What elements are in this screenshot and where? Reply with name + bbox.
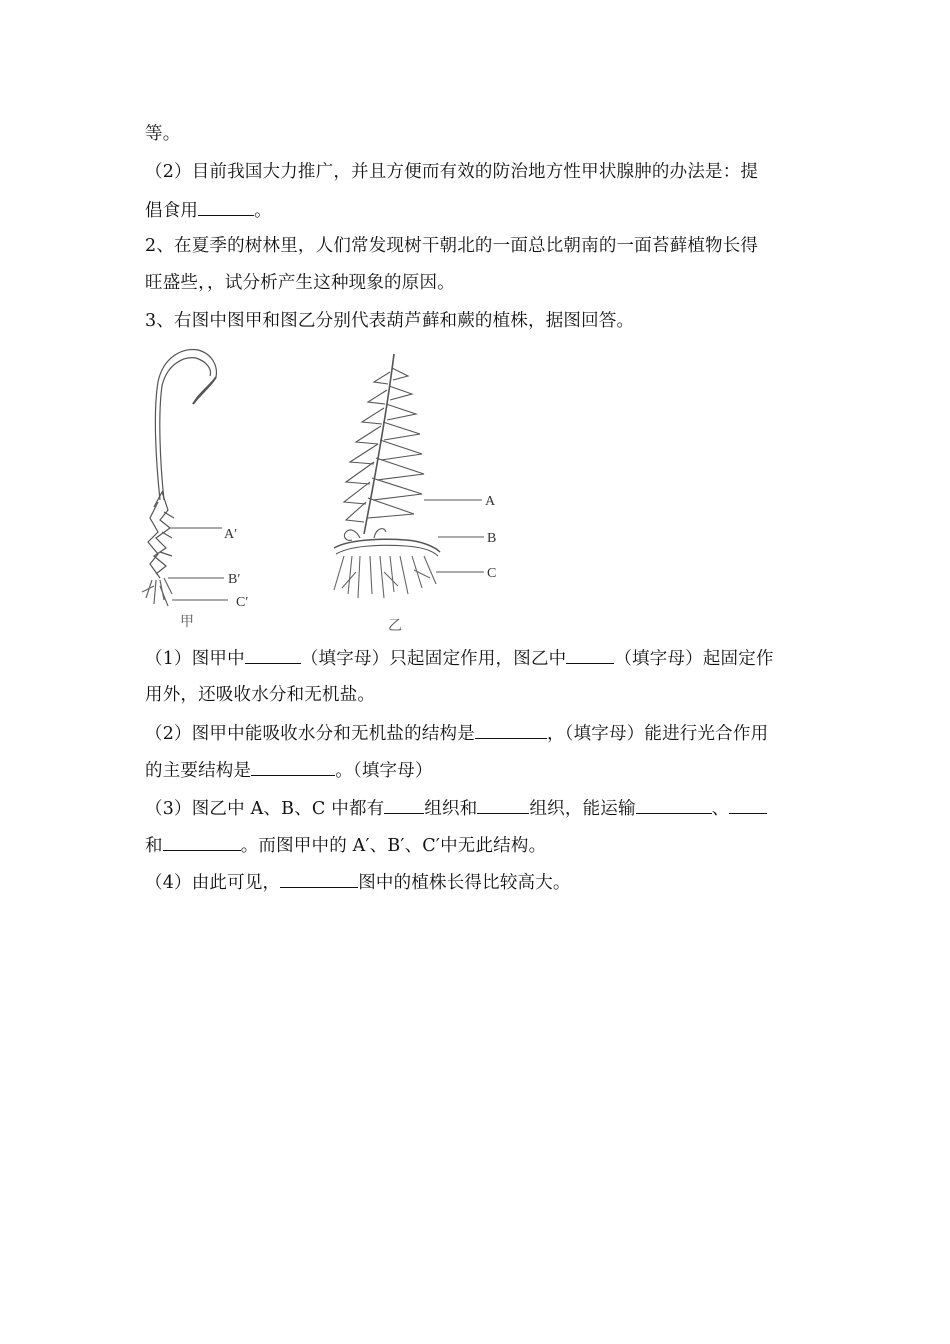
question-1-line-1: [145, 645, 774, 671]
fill-blank[interactable]: [477, 795, 529, 814]
fill-blank[interactable]: [251, 757, 335, 776]
fill-blank[interactable]: [163, 832, 241, 851]
text: 组织，能运输: [529, 799, 636, 819]
text: 组织和: [424, 799, 478, 819]
fern-illustration: [334, 354, 440, 598]
text: （3）图乙中 A、B、C 中都有: [145, 799, 385, 819]
text: 。（填字母）: [335, 761, 433, 781]
text: 、: [711, 799, 730, 819]
text: 等。: [145, 124, 181, 144]
text: （2）目前我国大力推广，并且方便而有效的防治地方性甲状腺肿的办法是：提: [145, 162, 759, 182]
text: 旺盛些，，试分析产生这种现象的原因。: [145, 273, 455, 293]
fill-blank[interactable]: [384, 795, 424, 814]
text: 用外，还吸收水分和无机盐。: [145, 685, 376, 705]
text: 2、在夏季的树林里，人们常发现树干朝北的一面总比朝南的一面苔藓植物长得: [145, 236, 759, 256]
label-c-prime: C′: [236, 595, 249, 610]
caption-jia: 甲: [180, 614, 194, 630]
text: 图中的植株长得比较高大。: [358, 873, 571, 893]
text: 。: [254, 201, 272, 221]
question-2-line-1: [145, 720, 768, 746]
moss-leader-lines: [168, 528, 228, 600]
text-line-1: [145, 122, 180, 146]
plant-figure: [138, 342, 518, 634]
fill-blank[interactable]: [475, 720, 547, 739]
text-line-4: [145, 234, 758, 258]
label-b-prime: B′: [228, 572, 241, 587]
question-4-line-1: [145, 869, 571, 895]
caption-yi: 乙: [388, 618, 402, 634]
moss-illustration: [142, 349, 216, 606]
text-line-5: [145, 271, 455, 295]
text: （1）图甲中: [145, 649, 245, 669]
text: （填字母）只起固定作用，图乙中: [300, 649, 567, 669]
label-c: C: [487, 566, 497, 581]
text-line-2: [145, 160, 758, 184]
text: 的主要结构是: [145, 761, 252, 781]
text: （2）图甲中能吸收水分和无机盐的结构是: [145, 724, 475, 744]
label-b: B: [487, 531, 497, 546]
fill-blank[interactable]: [245, 645, 301, 664]
fill-blank[interactable]: [636, 795, 712, 814]
question-3-line-1: [145, 795, 767, 821]
label-a-prime: A′: [224, 527, 238, 542]
text: 倡食用: [145, 201, 199, 221]
text-line-3: [145, 197, 272, 223]
fern-leader-lines: [424, 500, 484, 572]
text: （4）由此可见，: [145, 873, 281, 893]
question-3-line-2: [145, 832, 546, 858]
text: （填字母）起固定作: [614, 649, 774, 669]
question-1-line-2: [145, 683, 375, 707]
text: ，（填字母）能进行光合作用: [546, 724, 769, 744]
text: 。而图甲中的 A′、B′、C′中无此结构。: [240, 836, 547, 856]
fill-blank[interactable]: [280, 869, 358, 888]
fill-blank[interactable]: [729, 795, 767, 814]
question-2-line-2: [145, 757, 433, 783]
text-line-6: [145, 309, 634, 333]
text: 和: [145, 836, 163, 856]
fill-blank[interactable]: [198, 197, 254, 216]
fill-blank[interactable]: [566, 645, 614, 664]
text: 3、右图中图甲和图乙分别代表葫芦藓和蕨的植株，据图回答。: [145, 311, 635, 331]
label-a: A: [485, 494, 496, 509]
